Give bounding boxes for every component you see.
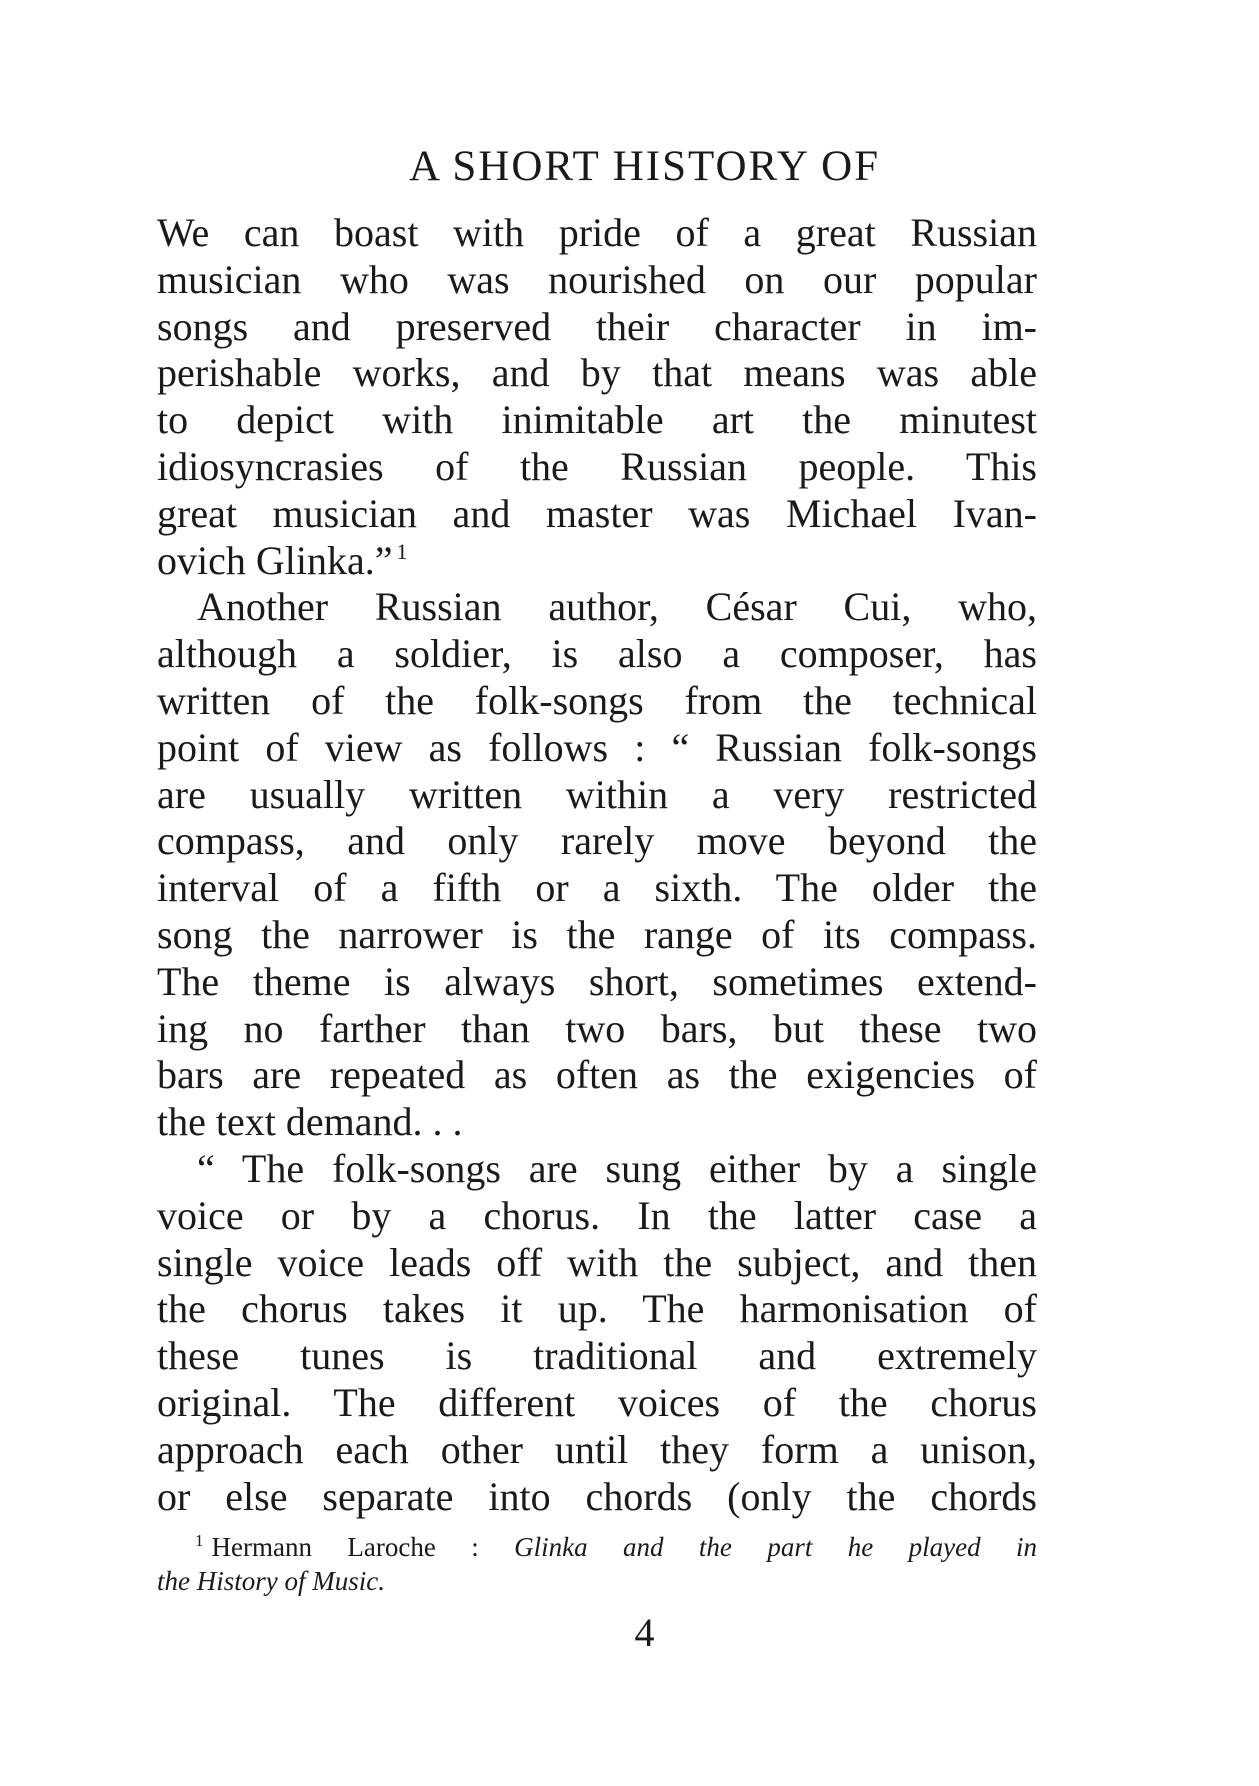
text-line: perishable works, and by that means was able xyxy=(157,350,1037,396)
footnote-title-continued: the History of Music. xyxy=(157,1566,385,1596)
text-line: original. The different voices of the chorus xyxy=(157,1379,1037,1425)
text-line: although a soldier, is also a composer, has xyxy=(157,631,1037,677)
text-line: voice or by a chorus. In the latter case a xyxy=(157,1192,1037,1238)
running-head: A SHORT HISTORY OF xyxy=(408,143,881,190)
page-number: 4 xyxy=(634,1610,655,1655)
body-text xyxy=(157,210,1037,1520)
footnote-marker: 1 xyxy=(195,1531,204,1550)
text-line: approach each other until they form a unison, xyxy=(157,1426,1037,1472)
text-line: or else separate into chords (only the chords xyxy=(157,1473,1037,1519)
text-line: are usually written within a very restricted xyxy=(157,771,1037,817)
text-line: ing no farther than two bars, but these two xyxy=(157,1005,1037,1051)
text-line: great musician and master was Michael Ivan- xyxy=(157,490,1037,536)
text-line: interval of a fifth or a sixth. The older the xyxy=(157,865,1037,911)
text-line: song the narrower is the range of its compass. xyxy=(157,911,1037,957)
footnote-line xyxy=(157,1530,1037,1564)
text-line: to depict with inimitable art the minutest xyxy=(157,397,1037,443)
text-line: The theme is always short, sometimes extend- xyxy=(157,958,1037,1004)
footnote-line xyxy=(157,1564,1037,1598)
text-line: single voice leads off with the subject, and then xyxy=(157,1239,1037,1285)
text-line: the chorus takes it up. The harmonisation of xyxy=(157,1286,1037,1332)
text-line-content: ovich Glinka.” xyxy=(157,537,393,583)
paragraph-1 xyxy=(157,210,1037,584)
footnote-author: Hermann Laroche : xyxy=(211,1532,479,1562)
text-line: musician who was nourished on our popular xyxy=(157,256,1037,302)
text-line: songs and preserved their character in im- xyxy=(157,303,1037,349)
text-line xyxy=(157,538,1037,585)
text-line: idiosyncrasies of the Russian people. This xyxy=(157,443,1037,489)
text-line: these tunes is traditional and extremely xyxy=(157,1333,1037,1379)
text-line: Another Russian author, César Cui, who, xyxy=(197,584,1037,630)
footnote-reference: 1 xyxy=(396,539,408,565)
text-line: point of view as follows : “ Russian folk-songs xyxy=(157,724,1037,770)
text-line: “ The folk-songs are sung either by a single xyxy=(197,1145,1037,1191)
footnote-title: Glinka and the part he played in xyxy=(514,1532,1037,1562)
text-line: compass, and only rarely move beyond the xyxy=(157,818,1037,864)
text-line: We can boast with pride of a great Russian xyxy=(157,210,1037,255)
footnote xyxy=(157,1530,1037,1598)
text-line: written of the folk-songs from the technical xyxy=(157,677,1037,723)
paragraph-3 xyxy=(157,1146,1037,1520)
paragraph-2 xyxy=(157,584,1037,1146)
text-line: bars are repeated as often as the exigencies of xyxy=(157,1052,1037,1098)
text-line: the text demand. . . xyxy=(157,1099,463,1145)
